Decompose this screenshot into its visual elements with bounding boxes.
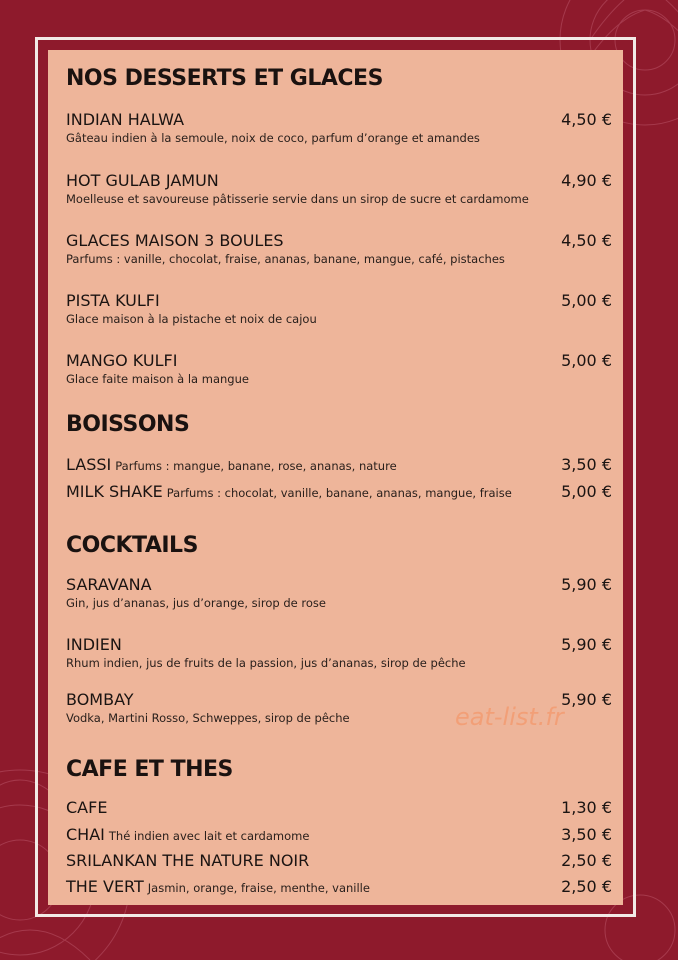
item-name-the-vert: THE VERT [66, 877, 144, 896]
item-name-indien: INDIEN [66, 635, 122, 654]
item-price-lassi: 3,50 € [561, 455, 612, 474]
item-price-srilankan-the: 2,50 € [561, 851, 612, 870]
item-name-indian-halwa: INDIAN HALWA [66, 110, 185, 129]
item-desc-lassi: Parfums : mangue, banane, rose, ananas, nature [115, 459, 397, 473]
item-desc-glaces-maison: Parfums : vanille, chocolat, fraise, ananas, banane, mangue, café, pistaches [66, 252, 505, 266]
item-desc-hot-gulab-jamun: Moelleuse et savoureuse pâtisserie servie dans un sirop de sucre et cardamome [66, 192, 529, 206]
item-name-glaces-maison: GLACES MAISON 3 BOULES [66, 231, 284, 250]
watermark-text: eat-list.fr [455, 703, 564, 731]
item-price-indien: 5,90 € [561, 635, 612, 654]
item-desc-bombay: Vodka, Martini Rosso, Schweppes, sirop de pêche [66, 711, 350, 725]
item-row-the-vert [66, 877, 370, 896]
item-desc-saravana: Gin, jus d’ananas, jus d’orange, sirop de rose [66, 596, 326, 610]
item-price-pista-kulfi: 5,00 € [561, 291, 612, 310]
item-desc-pista-kulfi: Glace maison à la pistache et noix de cajou [66, 312, 317, 326]
item-price-mango-kulfi: 5,00 € [561, 351, 612, 370]
item-price-cafe: 1,30 € [561, 798, 612, 817]
item-price-bombay: 5,90 € [561, 690, 612, 709]
item-row-chai [66, 825, 309, 844]
item-name-cafe: CAFE [66, 798, 108, 817]
item-desc-chai: Thé indien avec lait et cardamome [108, 829, 310, 843]
item-row-milk-shake [66, 482, 512, 501]
item-name-lassi: LASSI [66, 455, 112, 474]
item-name-chai: CHAI [66, 825, 105, 844]
item-name-saravana: SARAVANA [66, 575, 152, 594]
item-name-milk-shake: MILK SHAKE [66, 482, 163, 501]
item-name-pista-kulfi: PISTA KULFI [66, 291, 160, 310]
item-name-mango-kulfi: MANGO KULFI [66, 351, 178, 370]
section-title-desserts: NOS DESSERTS ET GLACES [66, 66, 383, 91]
item-price-hot-gulab-jamun: 4,90 € [561, 171, 612, 190]
item-desc-indian-halwa: Gâteau indien à la semoule, noix de coco, parfum d’orange et amandes [66, 131, 480, 145]
item-desc-the-vert: Jasmin, orange, fraise, menthe, vanille [147, 881, 370, 895]
item-name-srilankan-the: SRILANKAN THE NATURE NOIR [66, 851, 310, 870]
section-title-cafe-thes: CAFE ET THES [66, 757, 233, 782]
item-row-lassi [66, 455, 397, 474]
item-desc-indien: Rhum indien, jus de fruits de la passion, jus d’ananas, sirop de pêche [66, 656, 466, 670]
section-title-boissons: BOISSONS [66, 412, 190, 437]
item-desc-milk-shake: Parfums : chocolat, vanille, banane, ananas, mangue, fraise [166, 486, 512, 500]
item-price-saravana: 5,90 € [561, 575, 612, 594]
item-price-indian-halwa: 4,50 € [561, 110, 612, 129]
item-price-the-vert: 2,50 € [561, 877, 612, 896]
item-price-chai: 3,50 € [561, 825, 612, 844]
item-name-hot-gulab-jamun: HOT GULAB JAMUN [66, 171, 219, 190]
section-title-cocktails: COCKTAILS [66, 533, 198, 558]
item-desc-mango-kulfi: Glace faite maison à la mangue [66, 372, 249, 386]
item-name-bombay: BOMBAY [66, 690, 134, 709]
item-price-glaces-maison: 4,50 € [561, 231, 612, 250]
item-price-milk-shake: 5,00 € [561, 482, 612, 501]
